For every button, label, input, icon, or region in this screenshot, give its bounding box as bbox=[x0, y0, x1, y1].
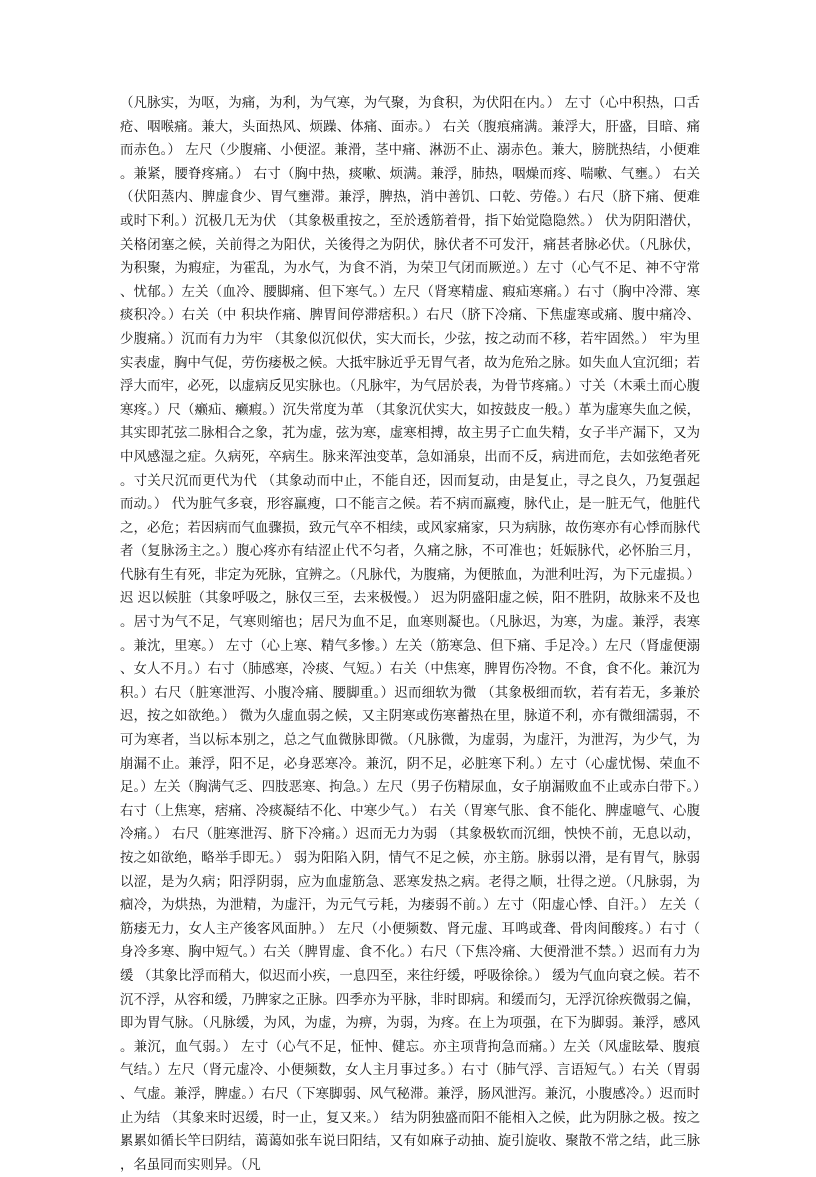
body-text: （凡脉实，为呕，为痛，为利，为气寒，为气聚，为食积，为伏阳在内。） 左寸（心中积热，口舌疮、咽喉痛。兼大，头面热风、烦躁、体痛、面赤。） 右关（腹痕痛满。兼浮大，肝盛，目暗、痛而赤色。） 左尺（少腹痛、小便涩。兼滑，茎中痛、淋沥不止、溺赤色。兼大，膀胱热结，小便难。兼紧，腰脊疼痛。） 右寸（胸中热，痰嗽、烦满。兼浮，肺热，咽燥而疼、喘嗽、气壅。） 右关（伏阳蒸内、脾虚食少、胃气壅滞。兼浮，脾热，消中善饥、口乾、劳倦。）右尺（脐下痛、便难或时下利。）沉极几无为伏 （其象极重按之，至於透筋着骨，指下始觉隐隐然。） 伏为阴阳潜伏，关格闭塞之候，关前得之为阳伏，关後得之为阴伏，脉伏者不可发汗，痛甚者脉必伏。（凡脉伏，为积聚，为瘕症，为霍乱，为水气，为食不消，为荣卫气闭而厥逆。）左寸（心气不足、神不守常、忧郁。）左关（血冷、腰脚痛、但下寒气。）左尺（肾寒精虚、瘕疝寒痛。）右寸（胸中冷滞、寒痰积冷。）右关（中 积块作痛、脾胃间停滞痞积。）右尺（脐下冷痛、下焦虚寒或痛、腹中痛冷、少腹痛。）沉而有力为牢 （其象似沉似伏，实大而长，少弦，按之动而不移，若牢固然。） 牢为里实表虚，胸中气促，劳伤痿极之候。大抵牢脉近乎无胃气者，故为危殆之脉。如失血人宜沉细；若浮大而牢，必死，以虚病反见实脉也。（凡脉牢，为气居於表，为骨节疼痛。）寸关（木乘土而心腹寒疼。）尺（癞疝、癞瘕。）沉失常度为革 （其象沉伏实大，如按鼓皮一般。）革为虚寒失血之候，其实即芤弦二脉相合之象，芤为虚，弦为寒，虚寒相搏，故主男子亡血失精，女子半产漏下，又为中风感湿之症。久病死，卒病生。脉来浑浊变革，急如涌泉，出而不反，病进而危，去如弦绝者死。寸关尺沉而更代为代 （其象动而中止，不能自还，因而复动，由是复止，寻之良久，乃复强起而动。） 代为脏气多衰，形容羸瘦，口不能言之候。若不病而羸瘦，脉代止，是一脏无气，他脏代之，必危；若因病而气血骤损，致元气卒不相续，或风家痛家，只为病脉，故伤寒亦有心悸而脉代者（复脉汤主之。）腹心疼亦有结涩止代不匀者，久痛之脉，不可准也；妊娠脉代，必怀胎三月，代脉有生有死，非定为死脉，宜辨之。（凡脉代，为腹痛，为便脓血，为泄利吐泻，为下元虚损。） 迟 迟以候脏（其象呼吸之，脉仅三至，去来极慢。） 迟为阴盛阳虚之候，阳不胜阴，故脉来不及也。居寸为气不足，气寒则缩也；居尺为血不足，血寒则凝也。（凡脉迟，为寒，为虚。兼浮，表寒。兼沈，里寒。） 左寸（心上寒、精气多惨。）左关（筋寒急、但下痛、手足冷。）左尺（肾虚便溺、女人不月。）右寸（肺感寒，冷痰、气短。）右关（中焦寒，脾胃伤冷物。不食，食不化。兼沉为积。）右尺（脏寒泄泻、小腹冷痛、腰脚重。）迟而细软为微 （其象极细而软，若有若无，多兼於迟，按之如欲绝。） 微为久虚血弱之候，又主阴寒或伤寒蓄热在里，脉道不利，亦有微细濡弱，不可为寒者，当以标本别之，总之气血微脉即微。（凡脉微，为虚弱，为虚汗，为泄泻，为少气，为崩漏不止。兼浮，阳不足，必身恶寒冷。兼沉，阴不足，必脏寒下利。）左寸（心虚忧惕、荣血不足。）左关（胸满气乏、四肢恶寒、拘急。）左尺（男子伤精尿血，女子崩漏败血不止或赤白带下。） 右寸（上焦寒，痞痛、冷痰凝结不化、中寒少气。） 右关（胃寒气胀、食不能化、脾虚噫气、心腹冷痛。） 右尺（脏寒泄泻、脐下冷痛。）迟而无力为弱 （其象极软而沉细，怏怏不前，无息以动，按之如欲绝，略举手即无。） 弱为阳陷入阴，情气不足之候，亦主筋。脉弱以滑，是有胃气，脉弱以涩，是为久病；阳浮阴弱，应为血虚筋急、恶寒发热之病。老得之顺，壮得之逆。（凡脉弱，为痼冷，为烘热，为泄精，为虚汗，为元气亏耗，为痿弱不前。）左寸（阳虚心悸、自汗。） 左关（筋痿无力，女人主产後客风面肿。） 左尺（小便频数、肾元虚、耳鸣或聋、骨肉间酸疼。）右寸（身冷多寒、胸中短气。）右关（脾胃虚、食不化。）右尺（下焦冷痛、大便滑泄不禁。）迟而有力为缓 （其象比浮而稍大，似迟而小疾，一息四至，来往纡缓，呼吸徐徐。） 缓为气血向衰之候。若不沉不浮，从容和缓，乃脾家之正脉。四季亦为平脉，非时即病。和缓而匀，无浮沉徐疾微弱之偏，即为胃气脉。（凡脉缓，为风，为虚，为痹，为弱，为疼。在上为项强，在下为脚弱。兼浮，感风。兼沉，血气弱。） 左寸（心气不足，怔忡、健忘。亦主项背拘急而痛。）左关（风虚眩晕、腹痕气结。）左尺（肾元虚冷、小便频数，女人主月事过多。）右寸（肺气浮、言语短气。）右关（胃弱、气虚。兼浮，脾虚。）右尺（下寒脚弱、风气秘滞。兼浮，肠风泄泻。兼沉，小腹感冷。）迟而时止为结 （其象来时迟缓，时一止，复又来。） 结为阴独盛而阳不能相入之候，此为阴脉之极。按之累累如循长竿曰阴结，蔼蔼如张车说曰阳结，又有如麻子动抽、旋引旋收、聚散不常之结，此三脉，名虽同而实则异。（凡 bbox=[120, 96, 700, 1173]
